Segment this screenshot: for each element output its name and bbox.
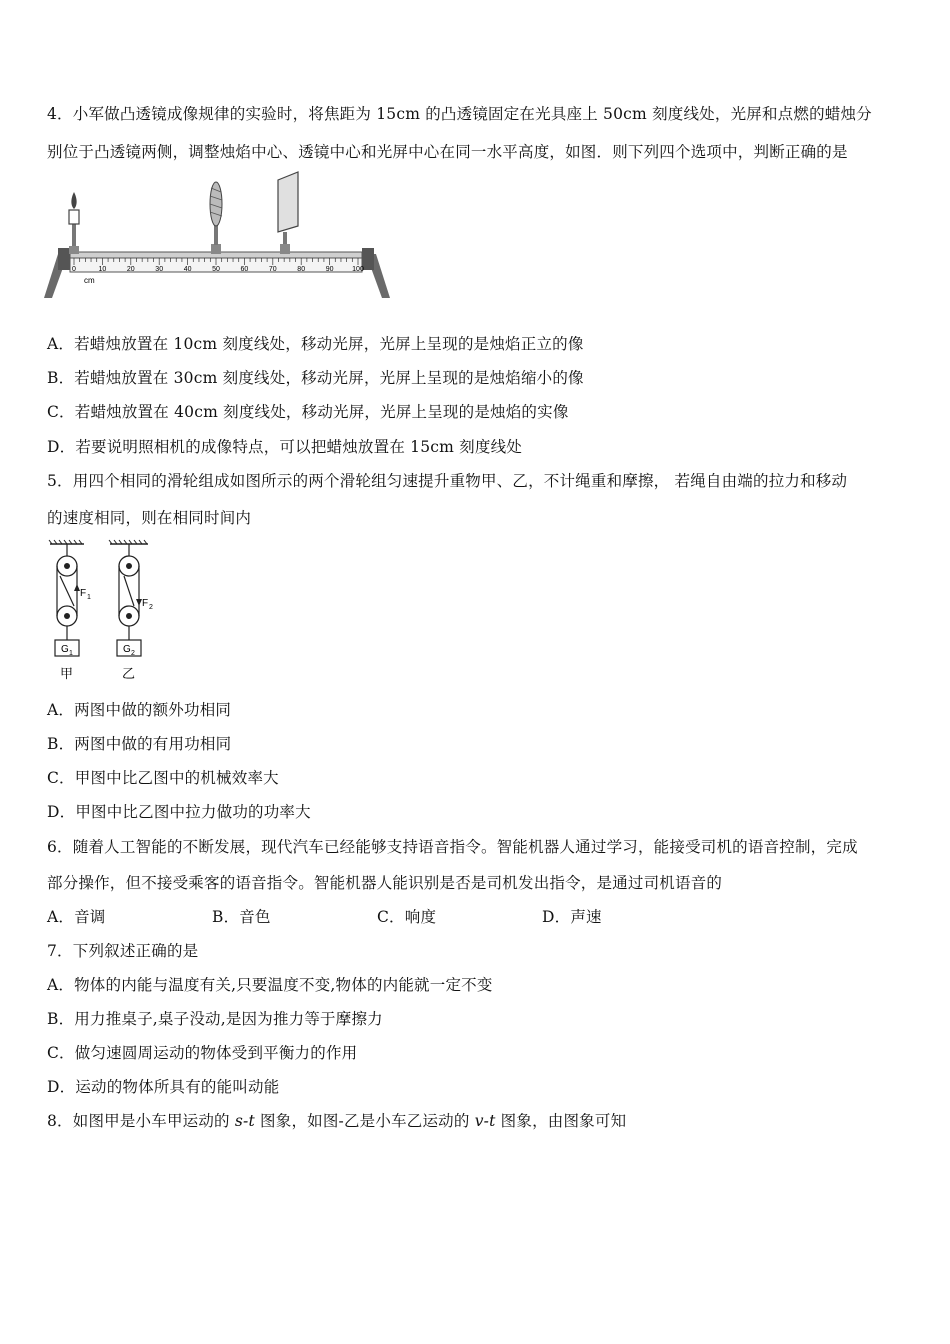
q6-stem-line1: 6．随着人工智能的不断发展，现代汽车已经能够支持语音指令。智能机器人通过学习，能接受司机的语音控制，完成: [47, 838, 858, 856]
q5-stem-line1: 5．用四个相同的滑轮组成如图所示的两个滑轮组匀速提升重物甲、乙，不计绳重和摩擦， 若绳自由端的拉力和移动: [47, 472, 848, 490]
vt-graph-term: v-t: [474, 1112, 496, 1130]
q6-option-d: D．声速: [542, 908, 602, 926]
pulley-figure: [44, 536, 164, 686]
bench-tick-label: 100: [352, 266, 364, 273]
svg-text:2: 2: [131, 650, 135, 657]
q6-stem-line2: 部分操作，但不接受乘客的语音指令。智能机器人能识别是否是司机发出指令，是通过司机语音的: [47, 874, 723, 892]
q4-option-b: B．若蜡烛放置在 30cm 刻度线处，移动光屏，光屏上呈现的是烛焰缩小的像: [47, 369, 584, 387]
q5-stem-line2: 的速度相同，则在相同时间内: [47, 509, 252, 527]
q5-option-d: D．甲图中比乙图中拉力做功的功率大: [47, 803, 311, 821]
svg-text:1: 1: [87, 594, 91, 601]
bench-tick-label: 20: [126, 266, 135, 273]
q4-stem-line1: 4．小军做凸透镜成像规律的实验时，将焦距为 15cm 的凸透镜固定在光具座上 50cm 刻度线处，光屏和点燃的蜡烛分: [47, 105, 872, 123]
convex-lens: [210, 182, 222, 254]
bench-tick-label: 10: [98, 266, 107, 273]
svg-text:乙: 乙: [122, 666, 136, 681]
bench-tick-label: 90: [325, 266, 334, 273]
svg-text:1: 1: [69, 650, 73, 657]
q7-option-a: A．物体的内能与温度有关,只要温度不变,物体的内能就一定不变: [47, 976, 493, 994]
candle: [69, 192, 79, 254]
q4-option-d: D．若要说明照相机的成像特点，可以把蜡烛放置在 15cm 刻度线处: [47, 438, 522, 456]
svg-text:甲: 甲: [60, 666, 74, 681]
q6-options-row: [47, 905, 602, 927]
q4-option-c: C．若蜡烛放置在 40cm 刻度线处，移动光屏，光屏上呈现的是烛焰的实像: [47, 403, 569, 421]
svg-text:F: F: [80, 588, 87, 599]
q5-option-c: C．甲图中比乙图中的机械效率大: [47, 769, 279, 787]
svg-text:F: F: [142, 598, 149, 609]
svg-text:G: G: [123, 644, 131, 655]
q6-option-c: C．响度: [377, 908, 437, 926]
flame-icon: [71, 192, 76, 209]
q7-stem: 7．下列叙述正确的是: [47, 942, 199, 960]
bench-tick-label: 30: [155, 266, 164, 273]
st-graph-term: s-t: [234, 1112, 255, 1130]
svg-text:2: 2: [149, 604, 153, 611]
q5-option-b: B．两图中做的有用功相同: [47, 735, 232, 753]
light-screen: [278, 172, 298, 254]
bench-left-end: [58, 248, 70, 270]
pulley-system-right: [109, 540, 153, 681]
bench-tick-label: 80: [297, 266, 306, 273]
bench-tick-label: 0: [72, 266, 76, 273]
q7-option-d: D．运动的物体所具有的能叫动能: [47, 1078, 280, 1096]
q5-option-a: A．两图中做的额外功相同: [47, 701, 232, 719]
q7-option-c: C．做匀速圆周运动的物体受到平衡力的作用: [47, 1044, 358, 1062]
q8-stem: 8．如图甲是小车甲运动的 s-t 图象，如图-乙是小车乙运动的 v-t 图象，由图象可知: [47, 1112, 627, 1130]
svg-text:G: G: [61, 644, 69, 655]
pulley-system-left: [49, 540, 91, 681]
q6-option-a: A．音调: [47, 908, 106, 926]
bench-tick-label: 60: [240, 266, 249, 273]
q4-option-a: A．若蜡烛放置在 10cm 刻度线处，移动光屏，光屏上呈现的是烛焰正立的像: [47, 335, 584, 353]
q6-option-b: B．音色: [212, 908, 271, 926]
q4-stem-line2: 别位于凸透镜两侧，调整烛焰中心、透镜中心和光屏中心在同一水平高度，如图．则下列四个选项中，判断正确的是: [47, 143, 848, 161]
optical-bench-figure: [44, 170, 390, 302]
bench-unit-label: cm: [84, 276, 95, 285]
bench-tick-label: 70: [268, 266, 277, 273]
q7-option-b: B．用力推桌子,桌子没动,是因为推力等于摩擦力: [47, 1010, 383, 1028]
bench-tick-label: 50: [212, 266, 220, 273]
bench-tick-label: 40: [183, 266, 192, 273]
